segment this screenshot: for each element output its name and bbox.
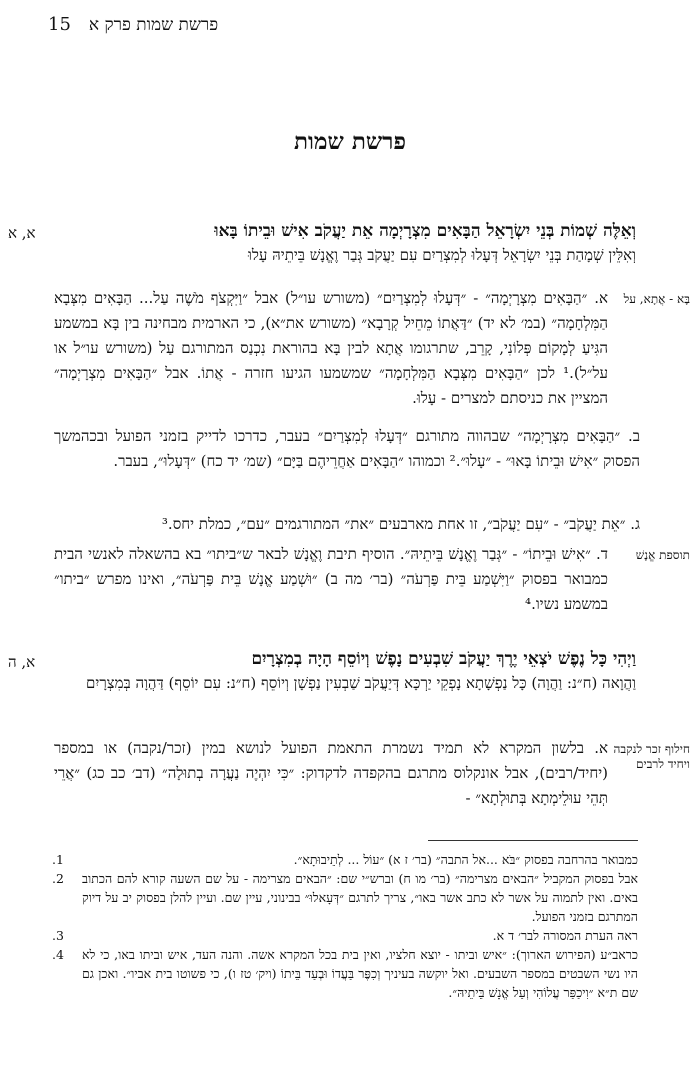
page-number: 15 — [48, 14, 71, 35]
footnote-text: ראה הערת המסורה לבר׳ ד א. — [492, 928, 638, 943]
commentary-paragraph: ג. ״אֵת יַעֲקֹב״ - ״עִם יַעֲקֹב״, זו אחת מארבעים ״את״ המתורגמים ״עם״, כמלת יחס.³ — [161, 515, 640, 533]
margin-note: בָּא - אֲתָא, על — [623, 292, 690, 306]
footnote-number: 4. — [52, 947, 64, 962]
page-header — [48, 14, 448, 35]
verse-ref: א, ה — [8, 653, 36, 671]
running-head: פרשת שמות פרק א — [88, 15, 219, 35]
footnote-number: 2. — [52, 871, 64, 886]
verse-text — [52, 646, 636, 695]
footnote-divider — [428, 840, 638, 841]
verse-text — [52, 218, 636, 267]
verse-hebrew: וְאֵלֶּה שְׁמוֹת בְּנֵי יִשְׂרָאֵל הַבָּאִים מִצְרָיְמָה אֵת יַעֲקֹב אִישׁ וּבֵיתוֹ בָּאוּ — [214, 221, 636, 241]
margin-note: חילוף זכר לנקבה ויחיד לרבים — [613, 742, 690, 771]
footnote — [52, 945, 638, 1002]
commentary-paragraph: א. בלשון המקרא לא תמיד נשמרת התאמת הפועל לנושא במין (זכר/נקבה) או במספר (יחיד/רבים), אבל אונקלוס מתרגם בהקפדה לדקדוק: ״כִּי יִהְיֶה נַעֲרָה בְתוּלָה״ (דב׳ כב כג) ״אֲרֵי תְּהֵי עוּלֵימְתָא בְּתוּלְתָא״ - — [54, 739, 608, 807]
page-title: פרשת שמות — [294, 128, 406, 155]
footnote-text: כראב״ע (הפירוש הארוך): ״איש וביתו - יוצא חלציו, ואין בית בכל המקרא אשה. והנה העד, איש וביתו באו, כי לא היו נשי השבטים במספר השבעים. ואל יוקשה בעיניך וְכִפֶּר בַּעֲדוֹ וּבְעַד בֵּיתוֹ (ויק׳ טז ו), כי פשוטו בית אביו״. ואכן גם שם ת״א ״וִיכַפַּר עֲלוֹהִי וְעַל אֱנָשׁ בֵּיתֵיהּ״. — [82, 947, 638, 1000]
footnotes — [52, 850, 638, 1002]
footnote-text: אבל בפסוק המקביל ״הבאים מצרימה״ (בר׳ מו ח) וברש״י שם: ״הבאים מצרימה - על שם השעה קורא להם הכתוב באים. ואין לתמוה על אשר לא כתב אשר באו״, צריך לתרגם ״דְּעָאלוּ״ בבינוני, עיין שם. ועיין להלן בפסוק יב על דיוק המתרגם בזמני הפועל. — [82, 871, 638, 924]
commentary-paragraph: א. ״הַבָּאִים מִצְרָיְמָה״ - ״דְּעָלוּ לְמִצְרַיִם״ (משורש עו״ל) אבל ״וַיִּקְצֹף מֹשֶׁה עַל... הַבָּאִים מִצְּבָא הַמִּלְחָמָה״ (במ׳ לא יד) ״דַּאֲתוֹ מֵחֵיל קְרָבָא״ (משורש את״א), כי הארמית מבחינה בין בָּא במשמע הגִּיעַ לְמָקוֹם פְּלוֹנִי, קָרֵב, שתרגומו אֲתָא לבין בָּא בהוראת נִכְנַס המתורגם עַל (משורש עו״ל או על״ל).¹ לכן ״הַבָּאִים מִצְּבָא הַמִּלְחָמָה״ שמשמעו הגיעו חזרה - אֲתוֹ. אבל ״הַבָּאִים מִצְרָיְמָה״ המציין את כניסתם למצרים - עָלוּ. — [54, 289, 608, 407]
margin-note: תוספת אֱנָשׁ — [635, 548, 690, 562]
commentary-paragraph: ד. ״אִישׁ וּבֵיתוֹ״ - ״גְּבַר וֶאֱנָשׁ בֵּיתֵיהּ״. הוסיף תיבת וֶאֱנָשׁ לבאר ש״ביתו״ בא בהשאלה לאנשי הבית כמבואר בפסוק ״וַיִּשְׁמַע בֵּית פַּרְעֹה״ (בר׳ מה ב) ״וּשְׁמַע אֱנָשׁ בֵּית פַּרְעֹה״, ואינו מפרש ״ביתו״ במשמע נשיו.⁴ — [54, 545, 608, 613]
footnote — [52, 926, 638, 945]
verse-aramaic: וְאִלֵּין שְׁמָהַת בְּנֵי יִשְׂרָאֵל דְּעָלוּ לְמִצְרַיִם עִם יַעֲקֹב גְּבַר וֶאֱנָשׁ בֵּיתֵיהּ עָלוּ — [248, 246, 636, 264]
verse-hebrew: וַיְהִי כָּל נֶפֶשׁ יֹצְאֵי יֶרֶךְ יַעֲקֹב שִׁבְעִים נָפֶשׁ וְיוֹסֵף הָיָה בְמִצְרָיִם — [251, 649, 636, 669]
footnote-number: 3. — [52, 928, 64, 943]
commentary-paragraph: ב. ״הַבָּאִים מִצְרָיְמָה״ שבהווה מתורגם ״דְּעָלוּ לְמִצְרַיִם״ בעבר, כדרכו לדייק בזמני הפועל ובכהמשך הפסוק ״אִישׁ וּבֵיתוֹ בָּאוּ״ - ״עָלוּ״.² וכמוהו ״הַבָּאִים אַחֲרֵיהֶם בַּיָּם״ (שמ׳ יד כח) ״דְּעָלוּ״, בעבר. — [54, 427, 640, 470]
footnote-text: כמבואר בהרחבה בפסוק ״בֹּא ...אל התבה״ (בר׳ ז א) ״עוֹל ... לְתֵיבוּתָא״. — [293, 852, 638, 867]
footnote — [52, 850, 638, 869]
footnote-number: 1. — [52, 852, 64, 867]
verse-aramaic: וַהֲוָאה (ח״נ: וַהֲוָה) כָּל נַפְשָׁתָא נָפְקֵי יַרְכָּא דְּיַעֲקֹב שַׁבְעִין נַפְשָׁן וְיוֹסֵף (ח״נ: עִם יוֹסֵף) דַּהֲוָה בְּמִצְרָיִם — [86, 674, 636, 692]
footnote — [52, 869, 638, 926]
verse-ref: א, א — [8, 224, 36, 242]
